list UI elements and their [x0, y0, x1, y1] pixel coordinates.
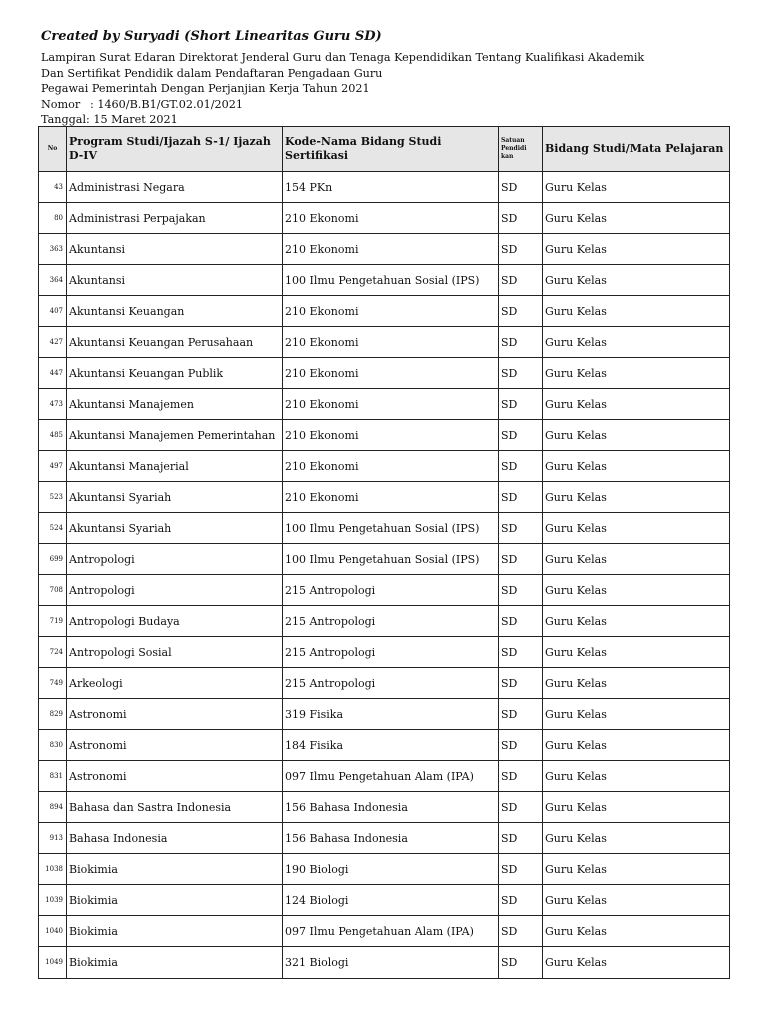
cell-bidang: Guru Kelas [543, 389, 730, 420]
cell-no: 497 [39, 451, 67, 482]
cell-program: Astronomi [67, 730, 283, 761]
cell-no: 1049 [39, 947, 67, 979]
document-title: Created by Suryadi (Short Linearitas Guru SD) [41, 29, 382, 44]
header-line-1: Lampiran Surat Edaran Direktorat Jenderal Guru dan Tenaga Kependidikan Tentang Kualifikasi Akademik [41, 51, 645, 64]
cell-no: 407 [39, 296, 67, 327]
nomor-row [41, 97, 741, 113]
cell-kode: 190 Biologi [283, 854, 499, 885]
cell-satuan: SD [499, 451, 543, 482]
cell-bidang: Guru Kelas [543, 296, 730, 327]
cell-satuan: SD [499, 575, 543, 606]
table-row [39, 668, 730, 699]
cell-program: Biokimia [67, 885, 283, 916]
tanggal-value: : 15 Maret 2021 [86, 113, 178, 127]
table-row [39, 420, 730, 451]
cell-kode: 210 Ekonomi [283, 234, 499, 265]
cell-no: 829 [39, 699, 67, 730]
table-row [39, 172, 730, 203]
cell-kode: 156 Bahasa Indonesia [283, 792, 499, 823]
linearitas-table [38, 126, 730, 979]
cell-bidang: Guru Kelas [543, 203, 730, 234]
cell-kode: 319 Fisika [283, 699, 499, 730]
cell-bidang: Guru Kelas [543, 420, 730, 451]
cell-bidang: Guru Kelas [543, 234, 730, 265]
cell-bidang: Guru Kelas [543, 823, 730, 854]
cell-satuan: SD [499, 668, 543, 699]
cell-no: 1040 [39, 916, 67, 947]
header-line-3: Pegawai Pemerintah Dengan Perjanjian Kerja Tahun 2021 [41, 82, 370, 96]
cell-bidang: Guru Kelas [543, 575, 730, 606]
cell-program: Antropologi [67, 575, 283, 606]
cell-no: 1038 [39, 854, 67, 885]
cell-no: 831 [39, 761, 67, 792]
cell-program: Administrasi Perpajakan [67, 203, 283, 234]
cell-no: 830 [39, 730, 67, 761]
cell-no: 80 [39, 203, 67, 234]
cell-kode: 100 Ilmu Pengetahuan Sosial (IPS) [283, 265, 499, 296]
cell-kode: 097 Ilmu Pengetahuan Alam (IPA) [283, 916, 499, 947]
table-row [39, 637, 730, 668]
cell-no: 523 [39, 482, 67, 513]
cell-bidang: Guru Kelas [543, 885, 730, 916]
cell-satuan: SD [499, 637, 543, 668]
table-row [39, 699, 730, 730]
nomor-label: Nomor [41, 97, 81, 111]
document-header [41, 28, 741, 128]
table-row [39, 575, 730, 606]
column-header-no: No [39, 127, 67, 172]
cell-no: 708 [39, 575, 67, 606]
cell-satuan: SD [499, 544, 543, 575]
cell-bidang: Guru Kelas [543, 172, 730, 203]
cell-bidang: Guru Kelas [543, 544, 730, 575]
cell-program: Biokimia [67, 947, 283, 979]
cell-program: Akuntansi Manajemen [67, 389, 283, 420]
cell-program: Akuntansi Syariah [67, 482, 283, 513]
cell-no: 1039 [39, 885, 67, 916]
cell-program: Biokimia [67, 916, 283, 947]
cell-no: 447 [39, 358, 67, 389]
cell-kode: 215 Antropologi [283, 637, 499, 668]
table-row [39, 203, 730, 234]
cell-kode: 210 Ekonomi [283, 358, 499, 389]
cell-no: 43 [39, 172, 67, 203]
cell-no: 719 [39, 606, 67, 637]
cell-bidang: Guru Kelas [543, 730, 730, 761]
cell-bidang: Guru Kelas [543, 792, 730, 823]
cell-kode: 184 Fisika [283, 730, 499, 761]
cell-satuan: SD [499, 854, 543, 885]
column-header-bidang: Bidang Studi/Mata Pelajaran [543, 127, 730, 172]
cell-bidang: Guru Kelas [543, 637, 730, 668]
table-row [39, 606, 730, 637]
table-row [39, 451, 730, 482]
cell-satuan: SD [499, 947, 543, 979]
cell-bidang: Guru Kelas [543, 761, 730, 792]
table-row [39, 358, 730, 389]
cell-satuan: SD [499, 327, 543, 358]
cell-bidang: Guru Kelas [543, 513, 730, 544]
cell-no: 364 [39, 265, 67, 296]
table-row [39, 792, 730, 823]
header-line-2: Dan Sertifikat Pendidik dalam Pendaftaran Pengadaan Guru [41, 66, 383, 80]
cell-bidang: Guru Kelas [543, 947, 730, 979]
cell-program: Astronomi [67, 761, 283, 792]
cell-satuan: SD [499, 358, 543, 389]
cell-program: Akuntansi Syariah [67, 513, 283, 544]
table-row [39, 947, 730, 979]
cell-program: Akuntansi Manajemen Pemerintahan [67, 420, 283, 451]
table-row [39, 513, 730, 544]
table-row [39, 296, 730, 327]
cell-kode: 210 Ekonomi [283, 482, 499, 513]
cell-bidang: Guru Kelas [543, 916, 730, 947]
cell-satuan: SD [499, 203, 543, 234]
cell-satuan: SD [499, 606, 543, 637]
cell-no: 894 [39, 792, 67, 823]
cell-program: Arkeologi [67, 668, 283, 699]
cell-program: Akuntansi Keuangan Publik [67, 358, 283, 389]
nomor-value: : 1460/B.B1/GT.02.01/2021 [90, 97, 244, 111]
cell-kode: 154 PKn [283, 172, 499, 203]
cell-bidang: Guru Kelas [543, 606, 730, 637]
table-row [39, 234, 730, 265]
cell-no: 699 [39, 544, 67, 575]
cell-kode: 124 Biologi [283, 885, 499, 916]
cell-kode: 097 Ilmu Pengetahuan Alam (IPA) [283, 761, 499, 792]
table-row [39, 327, 730, 358]
cell-bidang: Guru Kelas [543, 451, 730, 482]
cell-kode: 210 Ekonomi [283, 203, 499, 234]
cell-program: Biokimia [67, 854, 283, 885]
cell-bidang: Guru Kelas [543, 668, 730, 699]
cell-bidang: Guru Kelas [543, 265, 730, 296]
cell-program: Antropologi Sosial [67, 637, 283, 668]
cell-kode: 210 Ekonomi [283, 451, 499, 482]
cell-no: 724 [39, 637, 67, 668]
table-row [39, 544, 730, 575]
cell-kode: 100 Ilmu Pengetahuan Sosial (IPS) [283, 544, 499, 575]
cell-program: Administrasi Negara [67, 172, 283, 203]
cell-bidang: Guru Kelas [543, 358, 730, 389]
cell-kode: 210 Ekonomi [283, 420, 499, 451]
cell-program: Akuntansi [67, 234, 283, 265]
cell-satuan: SD [499, 885, 543, 916]
cell-kode: 321 Biologi [283, 947, 499, 979]
cell-kode: 210 Ekonomi [283, 296, 499, 327]
cell-satuan: SD [499, 389, 543, 420]
cell-bidang: Guru Kelas [543, 482, 730, 513]
cell-satuan: SD [499, 513, 543, 544]
table-row [39, 730, 730, 761]
cell-satuan: SD [499, 296, 543, 327]
cell-satuan: SD [499, 916, 543, 947]
cell-kode: 210 Ekonomi [283, 327, 499, 358]
column-header-program: Program Studi/Ijazah S-1/ Ijazah D-IV [67, 127, 283, 172]
cell-program: Antropologi Budaya [67, 606, 283, 637]
cell-bidang: Guru Kelas [543, 327, 730, 358]
cell-satuan: SD [499, 172, 543, 203]
cell-program: Akuntansi [67, 265, 283, 296]
cell-satuan: SD [499, 234, 543, 265]
column-header-kode: Kode-Nama Bidang Studi Sertifikasi [283, 127, 499, 172]
cell-bidang: Guru Kelas [543, 699, 730, 730]
cell-program: Akuntansi Manajerial [67, 451, 283, 482]
table-body [39, 172, 730, 979]
cell-program: Bahasa Indonesia [67, 823, 283, 854]
table-row [39, 854, 730, 885]
cell-satuan: SD [499, 823, 543, 854]
cell-satuan: SD [499, 730, 543, 761]
cell-satuan: SD [499, 699, 543, 730]
table-header-row [39, 127, 730, 172]
cell-program: Astronomi [67, 699, 283, 730]
cell-no: 524 [39, 513, 67, 544]
table-row [39, 885, 730, 916]
table-row [39, 761, 730, 792]
cell-kode: 215 Antropologi [283, 606, 499, 637]
cell-satuan: SD [499, 761, 543, 792]
tanggal-label: Tanggal [41, 113, 87, 127]
cell-no: 363 [39, 234, 67, 265]
cell-no: 473 [39, 389, 67, 420]
cell-program: Bahasa dan Sastra Indonesia [67, 792, 283, 823]
cell-kode: 210 Ekonomi [283, 389, 499, 420]
cell-kode: 215 Antropologi [283, 575, 499, 606]
cell-satuan: SD [499, 792, 543, 823]
table-row [39, 823, 730, 854]
table-row [39, 916, 730, 947]
cell-no: 427 [39, 327, 67, 358]
cell-no: 913 [39, 823, 67, 854]
cell-kode: 100 Ilmu Pengetahuan Sosial (IPS) [283, 513, 499, 544]
cell-program: Antropologi [67, 544, 283, 575]
table-row [39, 482, 730, 513]
cell-no: 749 [39, 668, 67, 699]
cell-no: 485 [39, 420, 67, 451]
cell-program: Akuntansi Keuangan [67, 296, 283, 327]
column-header-satuan: Satuan Pendidi kan [499, 127, 543, 172]
cell-program: Akuntansi Keuangan Perusahaan [67, 327, 283, 358]
cell-satuan: SD [499, 265, 543, 296]
cell-bidang: Guru Kelas [543, 854, 730, 885]
table-row [39, 389, 730, 420]
table-row [39, 265, 730, 296]
cell-satuan: SD [499, 482, 543, 513]
cell-satuan: SD [499, 420, 543, 451]
cell-kode: 156 Bahasa Indonesia [283, 823, 499, 854]
cell-kode: 215 Antropologi [283, 668, 499, 699]
